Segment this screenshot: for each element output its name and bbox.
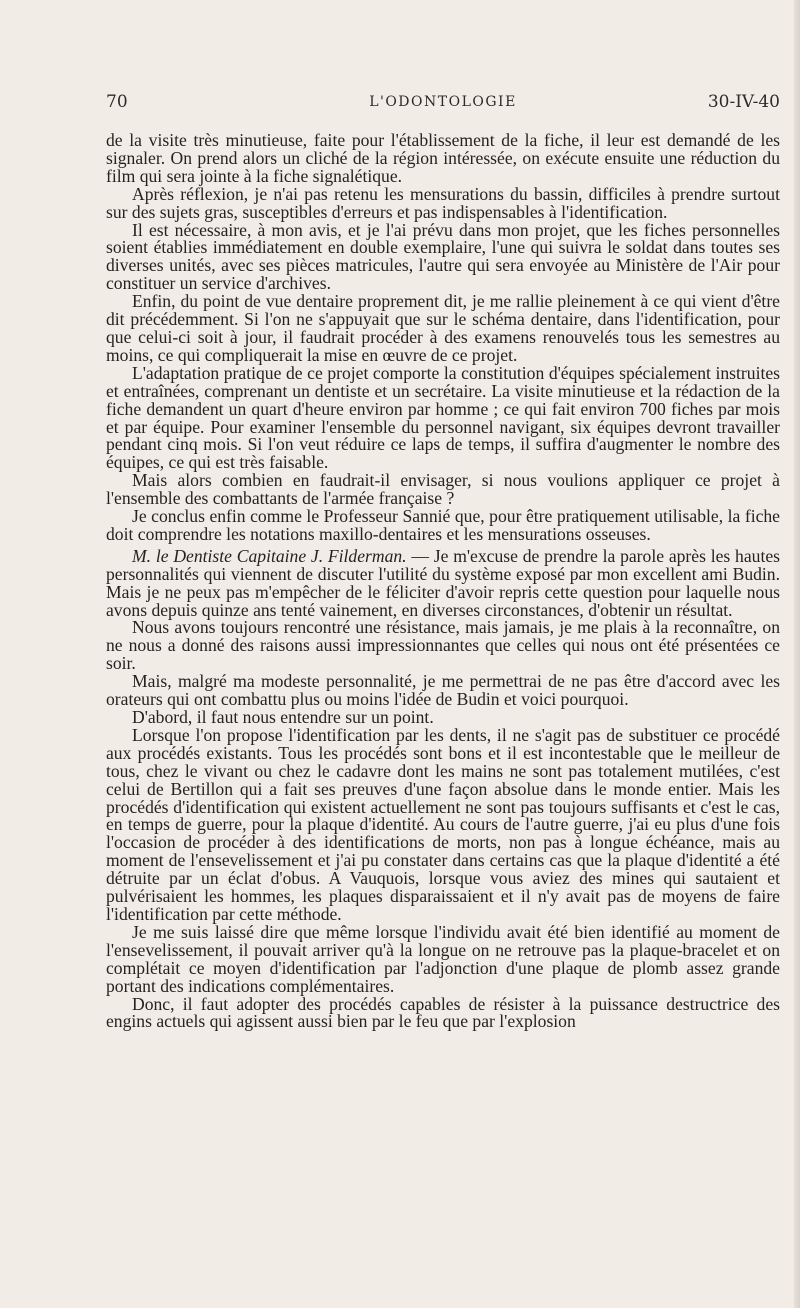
paragraph: Après réflexion, je n'ai pas retenu les mensurations du bassin, difficiles à prendre surtout sur des sujets gras, susceptibles d'erreurs et pas indispensables à l'identification. bbox=[106, 183, 780, 222]
paragraph: de la visite très minutieuse, faite pour l'établissement de la fiche, il leur est demandé de les signaler. On prend alors un cliché de la région intéressée, on exécute ensuite une réduction du film qui sera jointe à la fiche signalétique. bbox=[106, 130, 780, 186]
paragraph: Il est nécessaire, à mon avis, et je l'ai prévu dans mon projet, que les fiches personnelles soient établies immédiatement en double exemplaire, l'une qui suivra le soldat dans toutes ses diverses unités, avec ses pièces matricules, l'autre qui sera envoyée au Ministère de l'Air pour constituer un service d'archives. bbox=[106, 219, 780, 294]
speaker-name: M. le Dentiste Capitaine J. Filderman. bbox=[132, 545, 407, 566]
speaker-text: — Je m'excuse de prendre la parole après les hautes personnalités qui viennent de discuter l'utilité du système exposé par mon excellent ami Budin. Mais je ne peux pas m'empêcher de le féliciter d'avoir repris cette question pour laquelle nous avons depuis quinze ans tenté vainement, en diverses circonstances, d'obtenir un résultat. bbox=[106, 545, 781, 620]
body-text bbox=[106, 132, 780, 1031]
running-header bbox=[106, 92, 780, 116]
speaker-paragraph bbox=[106, 545, 781, 620]
paragraph: Je me suis laissé dire que même lorsque l'individu avait été bien identifié au moment de l'ensevelissement, il pouvait arriver qu'à la longue on ne retrouve pas la plaque-bracelet et on complétait ce moyen d'identification par l'adjonction d'une plaque de plomb assez grande portant des indications complémentaires. bbox=[106, 921, 780, 996]
page-number: 70 bbox=[106, 92, 128, 112]
paragraph: Nous avons toujours rencontré une résistance, mais jamais, je me plais à la reconnaître, on ne nous a donné des raisons aussi impressionnantes que celles qui nous ont été présentées ce soir. bbox=[106, 617, 780, 674]
paragraph: L'adaptation pratique de ce projet comporte la constitution d'équipes spécialement instruites et entraînées, comprenant un dentiste et un secrétaire. La visite minutieuse et la rédaction de la fiche demandent un quart d'heure environ par homme ; ce qui fait environ 700 fiches par mois et par équipe. Pour examiner l'ensemble du personnel navigant, six équipes devront travailler pendant cinq mois. Si l'on veut réduire ce laps de temps, il suffira d'augmenter le nombre des équipes, ce qui est très faisable. bbox=[106, 362, 780, 473]
paragraph: Enfin, du point de vue dentaire proprement dit, je me rallie pleinement à ce qui vient d'être dit précédemment. Si l'on ne s'appuyait que sur le schéma dentaire, dans l'identification, pour que celui-ci soit à jour, il faudrait procéder à des examens renouvelés tous les semestres au moins, ce qui compliquerait la mise en œuvre de ce projet. bbox=[106, 291, 780, 365]
paragraph: Je conclus enfin comme le Professeur Sannié que, pour être pratiquement utilisable, la fiche doit comprendre les notations maxillo-dentaires et les mensurations osseuses. bbox=[106, 506, 780, 544]
journal-title: L'ODONTOLOGIE bbox=[369, 94, 517, 110]
page-edge-shadow bbox=[794, 0, 800, 1308]
paragraph: Mais alors combien en faudrait-il envisager, si nous voulions appliquer ce projet à l'ensemble des combattants de l'armée française ? bbox=[106, 470, 780, 509]
paragraph: Donc, il faut adopter des procédés capables de résister à la puissance destructrice des engins actuels qui agissent aussi bien par le feu que par l'explosion bbox=[106, 993, 780, 1032]
paragraph: Mais, malgré ma modeste personnalité, je me permettrai de ne pas être d'accord avec les orateurs qui ont combattu plus ou moins l'idée de Budin et voici pourquoi. bbox=[106, 671, 780, 710]
paragraph: D'abord, il faut nous entendre sur un point. bbox=[132, 707, 434, 727]
issue-date: 30-IV-40 bbox=[707, 92, 780, 112]
paragraph: Lorsque l'on propose l'identification par les dents, il ne s'agit pas de substituer ce procédé aux procédés existants. Tous les procédés sont bons et il est incontestable que le meilleur de tous, chez le vivant ou chez le cadavre dont les mains ne sont pas totalement mutilées, c'est celui de Bertillon qui a fait ses preuves d'une façon absolue dans le monde entier. Mais les procédés d'identification qui existent actuellement ne sont pas toujours suffisants et c'est le cas, en temps de guerre, pour la plaque d'identité. Au cours de l'autre guerre, j'ai eu plus d'une fois l'occasion de procéder à des identifications de morts, non pas à longue échéance, mais au moment de l'ensevelissement et j'ai pu constater dans certains cas que la plaque d'identité a été détruite par un éclat d'obus. A Vauquois, lorsque vous aviez des mines qui sautaient et pulvérisaient les hommes, les plaques disparaissaient et il n'y avait pas de moyens de faire l'identification par cette méthode. bbox=[106, 724, 780, 924]
